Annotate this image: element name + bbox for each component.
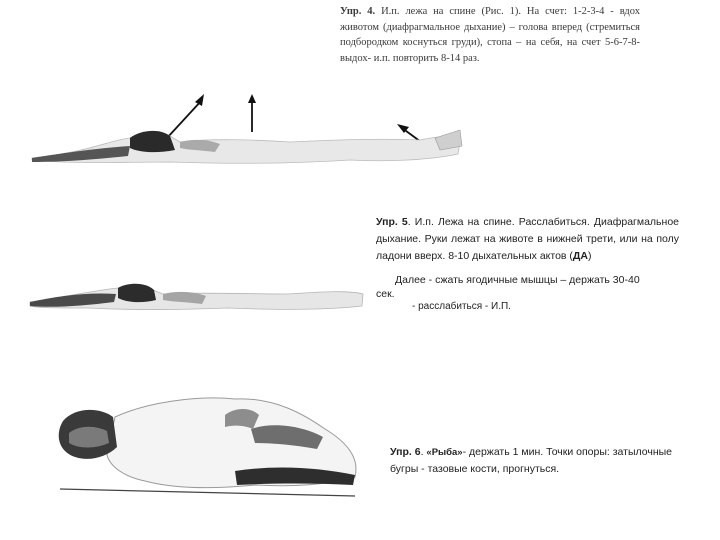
exercise-6-name: «Рыба»: [426, 447, 463, 458]
exercise-4-description: [340, 4, 640, 66]
exercise-5-text-end: ): [588, 250, 592, 262]
fish-pose-person: [59, 398, 356, 496]
exercise-5-line4: - расслабиться - И.П.: [412, 301, 511, 312]
exercise-5-figure: [28, 276, 368, 320]
lying-person-relaxed: [30, 284, 363, 310]
exercise-6-dot: .: [420, 446, 427, 458]
lying-person: [32, 130, 462, 163]
exercise-4-label: Упр. 4.: [340, 6, 376, 17]
exercise-4-figure: [30, 90, 470, 180]
exercise-6-label: Упр. 6: [390, 446, 421, 458]
exercise-6-description: [390, 444, 682, 478]
arrow-up-left-icon: [167, 94, 204, 138]
exercise-6-figure: [55, 385, 370, 500]
exercise-6-text: - держать 1 мин. Точки опоры: затылочные бугры - тазовые кости, прогнуться.: [390, 446, 673, 475]
exercise-5-line2: Далее - сжать ягодичные мышцы – держать 30-40: [395, 274, 640, 286]
exercise-5-description: [376, 214, 679, 265]
exercise-5-text: . И.п. Лежа на спине. Расслабиться. Диафрагмальное дыхание. Руки лежат на животе в нижней трети, или на полу ладони вверх. 8-10 дыхательных актов (: [376, 216, 679, 262]
exercise-5-label: Упр. 5: [376, 216, 408, 228]
exercise-5-line3: сек.: [376, 288, 395, 300]
exercise-4-text: И.п. лежа на спине (Рис. 1). На счет: 1-2-3-4 - вдох животом (диафрагмальное дыхание) – голова вперед (стремиться подбородком коснуться груди), стопа – на себя, на счет 5-6-7-8- выдох- и.п. повторить 8-14 раз.: [340, 6, 640, 64]
arrow-up-icon: [248, 94, 256, 132]
exercise-5-da: ДА: [572, 250, 588, 262]
